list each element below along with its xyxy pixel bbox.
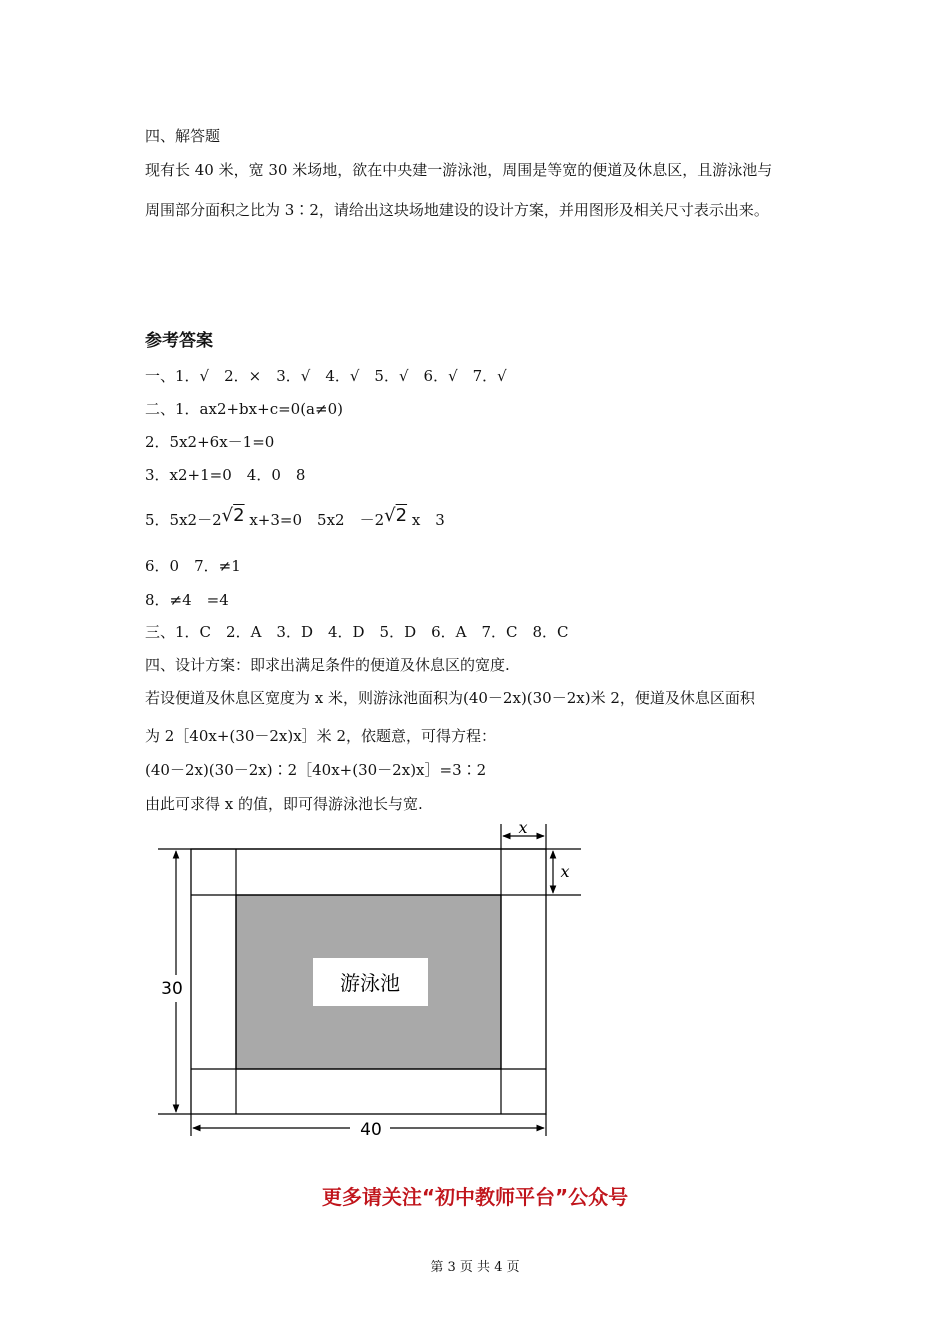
height-label: 30 [161, 979, 183, 999]
sqrt-radicand: 2 [395, 505, 408, 526]
answer-line: 为 2［40x+(30－2x)x］米 2，依题意，可得方程： [145, 727, 496, 745]
x-label-right: x [560, 862, 570, 881]
x-label-top: x [518, 822, 528, 837]
problem-text-line-1: 现有长 40 米，宽 30 米场地，欲在中央建一游泳池，周围是等宽的便道及休息区，且游泳池与 [145, 161, 773, 179]
width-label: 40 [360, 1120, 382, 1140]
answer-5-part2: x+3=0 5x2 －2 [244, 511, 385, 529]
answer-line: 6．0 7．≠1 [145, 557, 241, 575]
pool-layout-diagram [150, 822, 590, 1142]
pool-label: 游泳池 [340, 971, 400, 995]
answer-5-part3: x 3 [407, 511, 445, 529]
sqrt-radicand: 2 [233, 505, 245, 526]
page-footer: 第 3 页 共 4 页 [430, 1260, 520, 1275]
answer-line: 由此可求得 x 的值，即可得游泳池长与宽. [145, 795, 423, 813]
answers-heading: 参考答案 [145, 331, 213, 351]
section-title: 四、解答题 [145, 127, 221, 145]
sqrt-symbol: √ [384, 505, 396, 526]
answer-line: 四、设计方案：即求出满足条件的便道及休息区的宽度. [145, 656, 510, 674]
answer-line: 3．x2+1=0 4．0 8 [145, 466, 306, 484]
sqrt-symbol: √ [221, 505, 234, 526]
answer-line: (40－2x)(30－2x)∶2［40x+(30－2x)x］=3∶2 [145, 761, 487, 779]
problem-text-line-2: 周围部分面积之比为 3∶2，请给出这块场地建设的设计方案，并用图形及相关尺寸表示出来。 [145, 201, 769, 219]
answer-line: 8．≠4 =4 [145, 591, 229, 609]
answer-line: 二、1．ax2+bx+c=0(a≠0) [145, 400, 343, 418]
answer-line: 三、1．C 2．A 3．D 4．D 5．D 6．A 7．C 8．C [145, 623, 569, 641]
answer-line: 若设便道及休息区宽度为 x 米，则游泳池面积为(40－2x)(30－2x)米 2，便道及休息区面积 [145, 689, 755, 707]
answer-line-5 [145, 505, 445, 530]
answer-line: 2．5x2+6x－1=0 [145, 433, 275, 451]
answer-line: 一、1．√ 2．× 3．√ 4．√ 5．√ 6．√ 7．√ [145, 367, 507, 385]
promo-banner: 更多请关注“初中教师平台”公众号 [321, 1185, 629, 1209]
answer-5-part1: 5．5x2－2 [145, 511, 222, 529]
